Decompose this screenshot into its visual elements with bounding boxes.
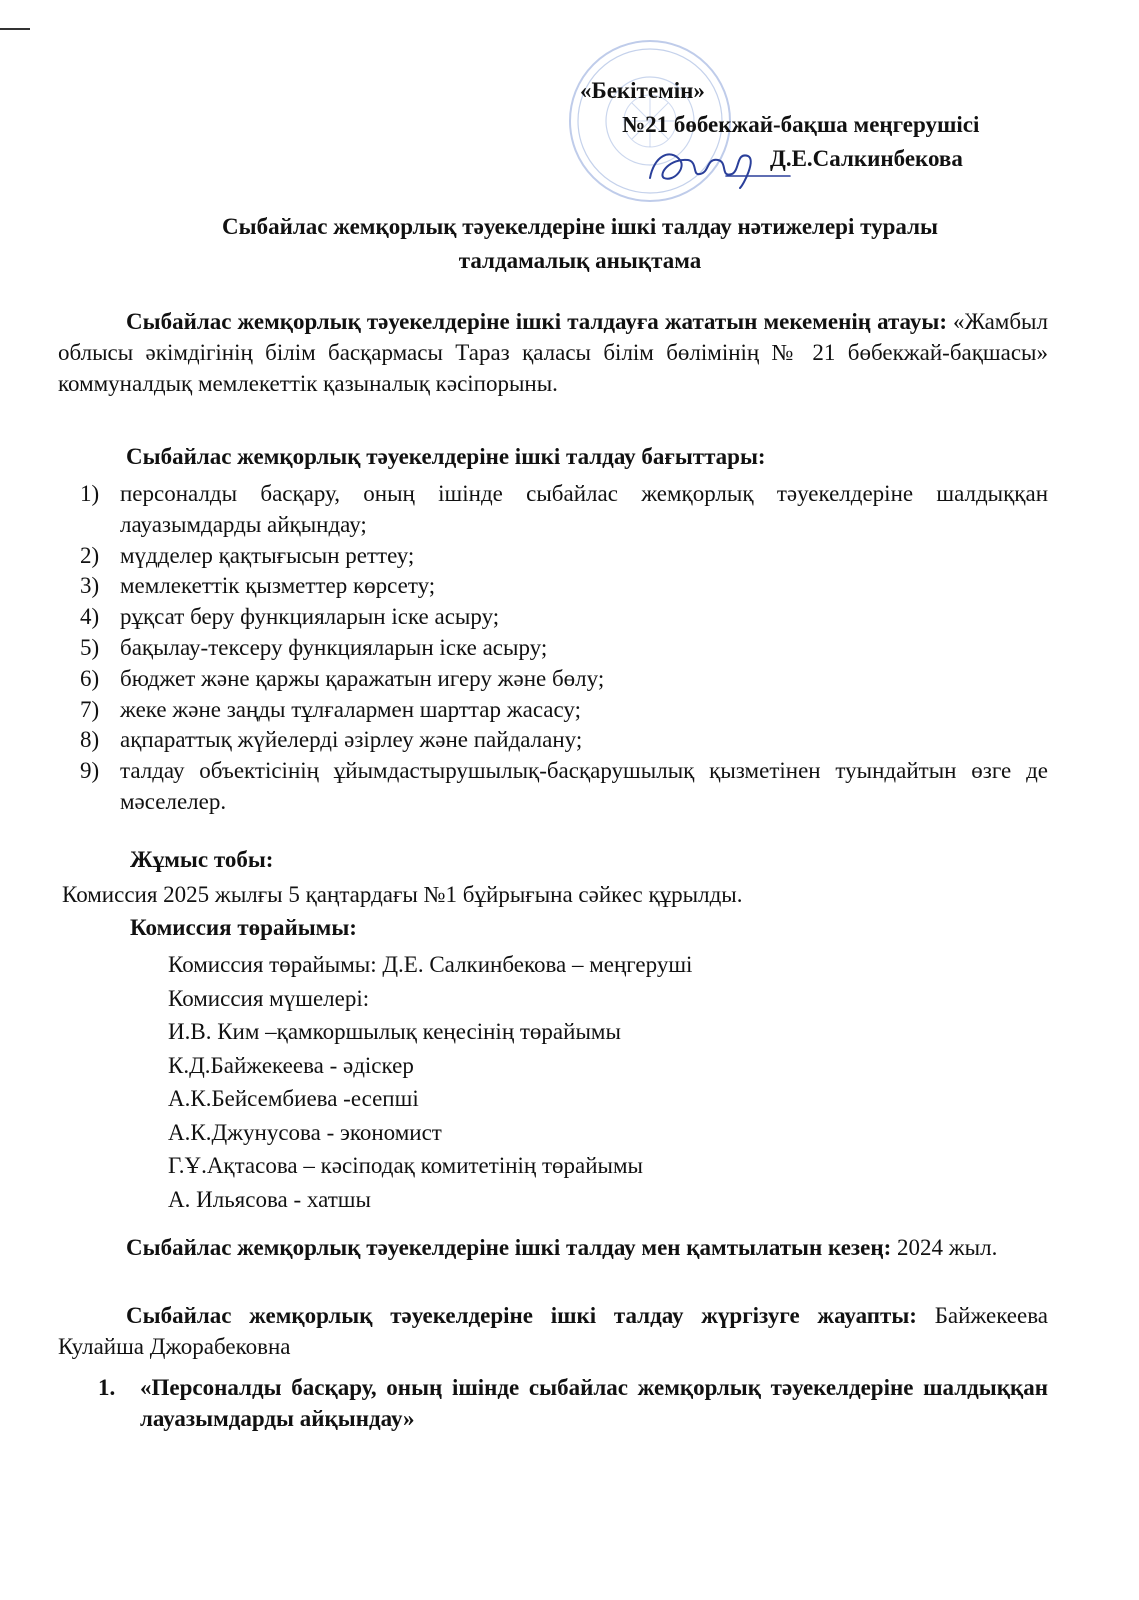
list-item-text: мемлекеттік қызметтер көрсету; [120, 573, 436, 599]
directions-heading: Сыбайлас жемқорлық тәуекелдеріне ішкі талдау бағыттары: [126, 444, 766, 469]
organization-value: «Жамбыл облысы әкімдігінің білім басқармасы Тараз қаласы білім бөлімінің № 21 бөбекжай-бақшасы» коммуналдық мемлекеттік қазыналық кәсіпорыны. [58, 309, 1048, 396]
approval-position: №21 бөбекжай-бақша меңгерушісі [622, 112, 980, 137]
list-item-number: 5) [80, 634, 100, 660]
title-line-1: Сыбайлас жемқорлық тәуекелдеріне ішкі талдау нәтижелері туралы [222, 214, 938, 239]
list-item [58, 695, 1048, 726]
list-item [58, 664, 1048, 695]
period-paragraph [58, 1232, 1048, 1263]
approval-signer-line [560, 142, 1080, 176]
responsible-value: Байжекеева Кулайша Джорабековна [58, 1303, 1048, 1359]
list-item-number: 8) [80, 727, 100, 753]
list-item [58, 633, 1048, 664]
approval-signer-name: Д.Е.Салкинбекова [770, 146, 963, 171]
commission-members-label: Комиссия мүшелері: [168, 985, 370, 1011]
commission-member: А. Ильясова - хатшы [168, 1186, 371, 1212]
section-1-text: «Персоналды басқару, оның ішінде сыбайлас жемқорлық тәуекелдеріне шалдыққан лауазымдарды айқындау» [140, 1375, 1048, 1431]
commission-member: А.К.Джунусова - экономист [168, 1119, 442, 1145]
approval-block [560, 74, 1080, 176]
list-item-number: 1) [80, 481, 100, 506]
list-item-text: жеке және заңды тұлғалармен шарттар жасасу; [120, 696, 582, 722]
list-item-text: талдау объектісінің ұйымдастырушылық-басқарушылық қызметінен туындайтын өзге де мәселелер. [120, 758, 1048, 814]
list-item [58, 541, 1048, 572]
commission-member: И.В. Ким –қамкоршылық кеңесінің төрайымы [168, 1019, 621, 1044]
list-item-number: 3) [80, 573, 100, 599]
signature-space [560, 142, 770, 176]
list-item [58, 571, 1048, 602]
document-title [80, 210, 1080, 278]
responsible-label: Сыбайлас жемқорлық тәуекелдеріне ішкі талдау жүргізуге жауапты: [126, 1303, 917, 1328]
commission-chair: Комиссия төрайымы: Д.Е. Салкинбекова – меңгеруші [168, 952, 693, 977]
responsible-paragraph [58, 1300, 1048, 1362]
period-label: Сыбайлас жемқорлық тәуекелдеріне ішкі талдау мен қамтылатын кезең: [126, 1235, 892, 1260]
list-item-text: ақпараттық жүйелерді әзірлеу және пайдалану; [120, 727, 583, 753]
list-item-text: бақылау-тексеру функцияларын іске асыру; [120, 634, 548, 660]
list-item-text: рұқсат беру функцияларын іске асыру; [120, 604, 500, 630]
list-item-text: персоналды басқару, оның ішінде сыбайлас жемқорлық тәуекелдеріне шалдыққан лауазымдарды айқындау; [120, 481, 1048, 537]
list-item-number: 4) [80, 604, 100, 630]
commission-heading: Комиссия төрайымы: [130, 915, 357, 940]
commission-member: К.Д.Байжекеева - әдіскер [168, 1052, 414, 1078]
directions-list [58, 479, 1048, 818]
list-item-number: 6) [80, 665, 100, 691]
list-item [58, 756, 1048, 818]
list-item-number: 7) [80, 696, 100, 722]
section-1-heading [58, 1372, 1048, 1434]
list-item [58, 602, 1048, 633]
commission-members-block [168, 948, 968, 1216]
commission-member: А.К.Бейсембиева -есепші [168, 1086, 419, 1111]
working-group-heading: Жұмыс тобы: [130, 847, 274, 872]
list-item-text: бюджет және қаржы қаражатын игеру және бөлу; [120, 665, 605, 691]
organization-paragraph [58, 306, 1048, 399]
organization-label: Сыбайлас жемқорлық тәуекелдеріне ішкі талдауға жататын мекеменің атауы: [126, 309, 947, 334]
list-item-number: 9) [80, 758, 100, 784]
working-group-text: Комиссия 2025 жылғы 5 қаңтардағы №1 бұйрығына сәйкес құрылды. [62, 882, 743, 907]
list-item-text: мүдделер қақтығысын реттеу; [120, 542, 415, 568]
commission-member: Г.Ұ.Ақтасова – кәсіподақ комитетінің төрайымы [168, 1153, 643, 1178]
list-item-number: 2) [80, 542, 100, 568]
list-item [58, 479, 1048, 541]
list-item [58, 725, 1048, 756]
period-value: 2024 жыл. [891, 1235, 998, 1260]
approval-heading: «Бекітемін» [580, 78, 705, 103]
section-1-number: 1. [98, 1375, 116, 1400]
scan-corner-mark [0, 28, 30, 30]
title-line-2: талдамалық анықтама [458, 248, 702, 273]
